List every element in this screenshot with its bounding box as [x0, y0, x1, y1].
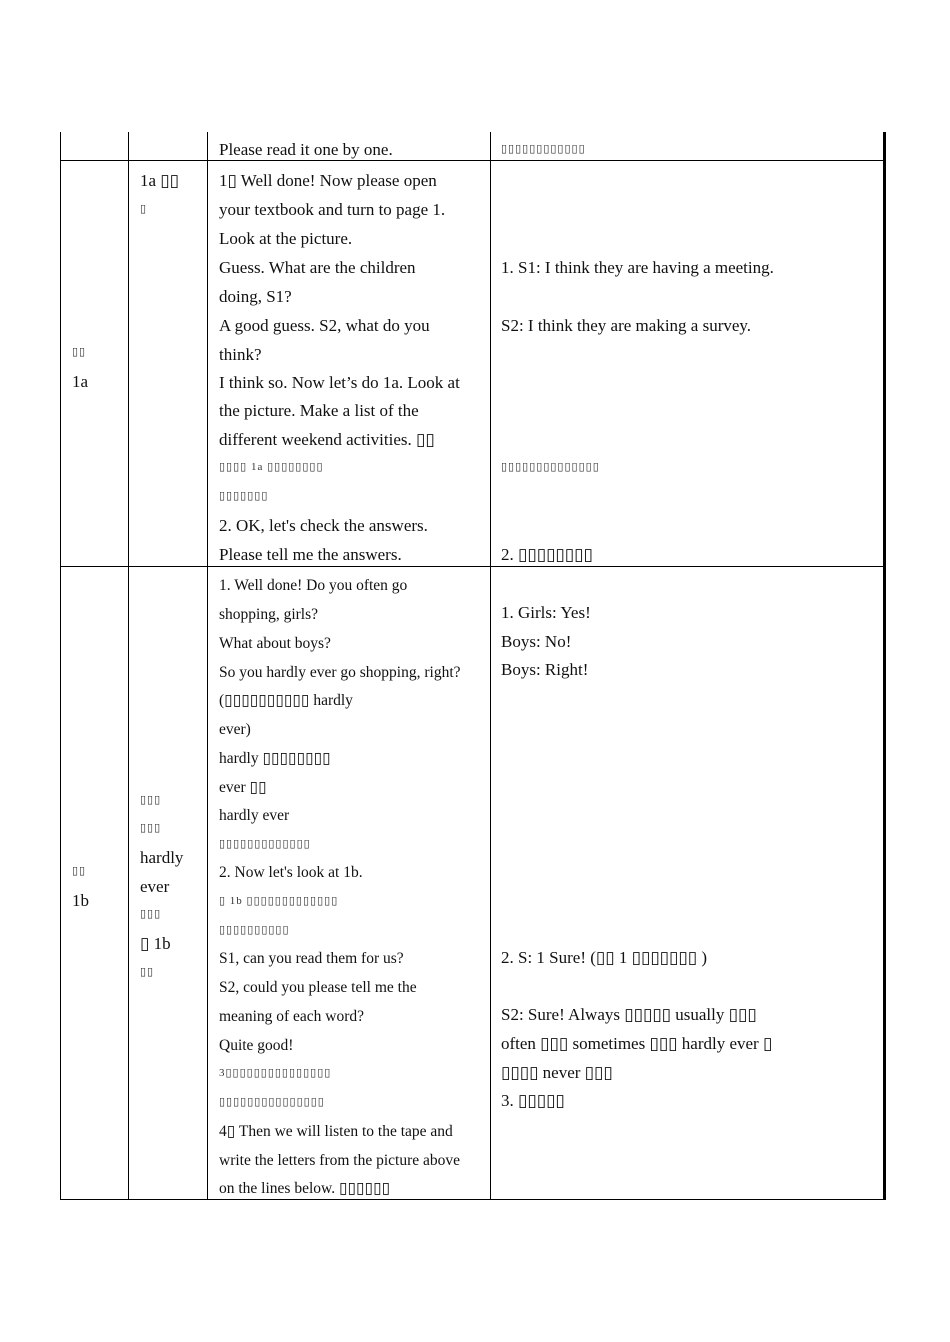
- row1-teacher-line: ▯▯▯▯ 1a ▯▯▯▯▯▯▯▯: [219, 461, 324, 473]
- row1-teacher-line: different weekend activities. ▯▯: [219, 430, 435, 449]
- row2-teacher-line: ▯ 1b ▯▯▯▯▯▯▯▯▯▯▯▯▯: [219, 895, 339, 907]
- row1-teacher-line: 1▯ Well done! Now please open: [219, 171, 437, 190]
- row0-student-text: ▯▯▯▯▯▯▯▯▯▯▯▯: [501, 143, 586, 155]
- row1-teacher-line: Please tell me the answers.: [219, 545, 402, 564]
- row1-teacher-line: Look at the picture.: [219, 229, 353, 248]
- row1-teacher-line: the picture. Make a list of the: [219, 401, 419, 420]
- row2-teacher-line: Quite good!: [219, 1037, 294, 1054]
- row2-goal-line: ▯▯▯: [140, 822, 162, 834]
- row2-teacher-line: ever): [219, 721, 251, 738]
- row2-step-label: ▯▯: [72, 865, 87, 877]
- row2-goal-line: ever: [140, 877, 170, 896]
- row2-teacher-line: So you hardly ever go shopping, right?: [219, 664, 461, 681]
- row2-teacher-line: S1, can you read them for us?: [219, 950, 404, 967]
- row1-teacher-line: A good guess. S2, what do you: [219, 316, 430, 335]
- row2-teacher-line: hardly ▯▯▯▯▯▯▯▯: [219, 750, 331, 767]
- row-divider: [60, 160, 886, 161]
- table-bottom-border: [60, 1199, 886, 1200]
- row1-student-line: 1. S1: I think they are having a meeting.: [501, 258, 774, 277]
- row1-step-label: ▯▯: [72, 346, 87, 358]
- row0-teacher-text: Please read it one by one.: [219, 140, 393, 159]
- row2-teacher-line: 2. Now let's look at 1b.: [219, 864, 363, 881]
- row1-teacher-line: 2. OK, let's check the answers.: [219, 516, 428, 535]
- row2-teacher-line: 1. Well done! Do you often go: [219, 577, 408, 594]
- row2-goal-line: ▯ 1b: [140, 934, 171, 953]
- row2-teacher-line: (▯▯▯▯▯▯▯▯▯▯ hardly: [219, 692, 353, 709]
- row2-student-line: 1. Girls: Yes!: [501, 603, 591, 622]
- column-divider: [207, 132, 208, 1200]
- row2-student-line: Boys: Right!: [501, 660, 589, 679]
- row1-teacher-line: ▯▯▯▯▯▯▯: [219, 490, 269, 502]
- row2-teacher-line: write the letters from the picture above: [219, 1152, 461, 1169]
- row1-teacher-line: think?: [219, 345, 262, 364]
- row1-teacher-line: Guess. What are the children: [219, 258, 416, 277]
- row1-teacher-line: your textbook and turn to page 1.: [219, 200, 446, 219]
- table-left-border: [60, 132, 61, 1200]
- row1-step-label: 1a: [72, 372, 89, 391]
- row2-goal-line: ▯▯▯: [140, 794, 162, 806]
- row2-goal-line: ▯▯: [140, 966, 155, 978]
- table-right-border: [883, 132, 886, 1200]
- row2-teacher-line: meaning of each word?: [219, 1008, 365, 1025]
- row2-teacher-line: on the lines below. ▯▯▯▯▯▯: [219, 1180, 391, 1197]
- row2-student-line: Boys: No!: [501, 632, 572, 651]
- row2-teacher-line: S2, could you please tell me the: [219, 979, 417, 996]
- row2-teacher-line: hardly ever: [219, 807, 290, 824]
- row1-student-line: 2. ▯▯▯▯▯▯▯▯: [501, 545, 593, 564]
- row2-teacher-line: 3▯▯▯▯▯▯▯▯▯▯▯▯▯▯▯: [219, 1067, 332, 1079]
- row2-teacher-line: ▯▯▯▯▯▯▯▯▯▯: [219, 924, 290, 936]
- row2-student-line: often ▯▯▯ sometimes ▯▯▯ hardly ever ▯: [501, 1034, 773, 1053]
- row2-teacher-line: ▯▯▯▯▯▯▯▯▯▯▯▯▯▯▯: [219, 1096, 325, 1108]
- row1-student-line: ▯▯▯▯▯▯▯▯▯▯▯▯▯▯: [501, 461, 600, 473]
- row2-teacher-line: 4▯ Then we will listen to the tape and: [219, 1123, 453, 1140]
- row2-step-label: 1b: [72, 891, 89, 910]
- row2-teacher-line: ever ▯▯: [219, 779, 267, 796]
- row2-teacher-line: shopping, girls?: [219, 606, 319, 623]
- row1-student-line: S2: I think they are making a survey.: [501, 316, 752, 335]
- row2-teacher-line: What about boys?: [219, 635, 331, 652]
- column-divider: [490, 132, 491, 1200]
- row1-teacher-line: I think so. Now let’s do 1a. Look at: [219, 373, 460, 392]
- row1-teacher-line: doing, S1?: [219, 287, 292, 306]
- row2-teacher-line: ▯▯▯▯▯▯▯▯▯▯▯▯▯: [219, 838, 311, 850]
- row2-goal-line: hardly: [140, 848, 184, 867]
- row1-goal-line: ▯: [140, 203, 148, 215]
- row2-student-line: ▯▯▯▯ never ▯▯▯: [501, 1063, 613, 1082]
- row-divider: [60, 566, 886, 567]
- column-divider: [128, 132, 129, 1200]
- row2-student-line: S2: Sure! Always ▯▯▯▯▯ usually ▯▯▯: [501, 1005, 757, 1024]
- row2-student-line: 2. S: 1 Sure! (▯▯ 1 ▯▯▯▯▯▯▯ ): [501, 948, 708, 967]
- row1-goal-line: 1a ▯▯: [140, 171, 180, 190]
- row2-goal-line: ▯▯▯: [140, 908, 162, 920]
- row2-student-line: 3. ▯▯▯▯▯: [501, 1091, 565, 1110]
